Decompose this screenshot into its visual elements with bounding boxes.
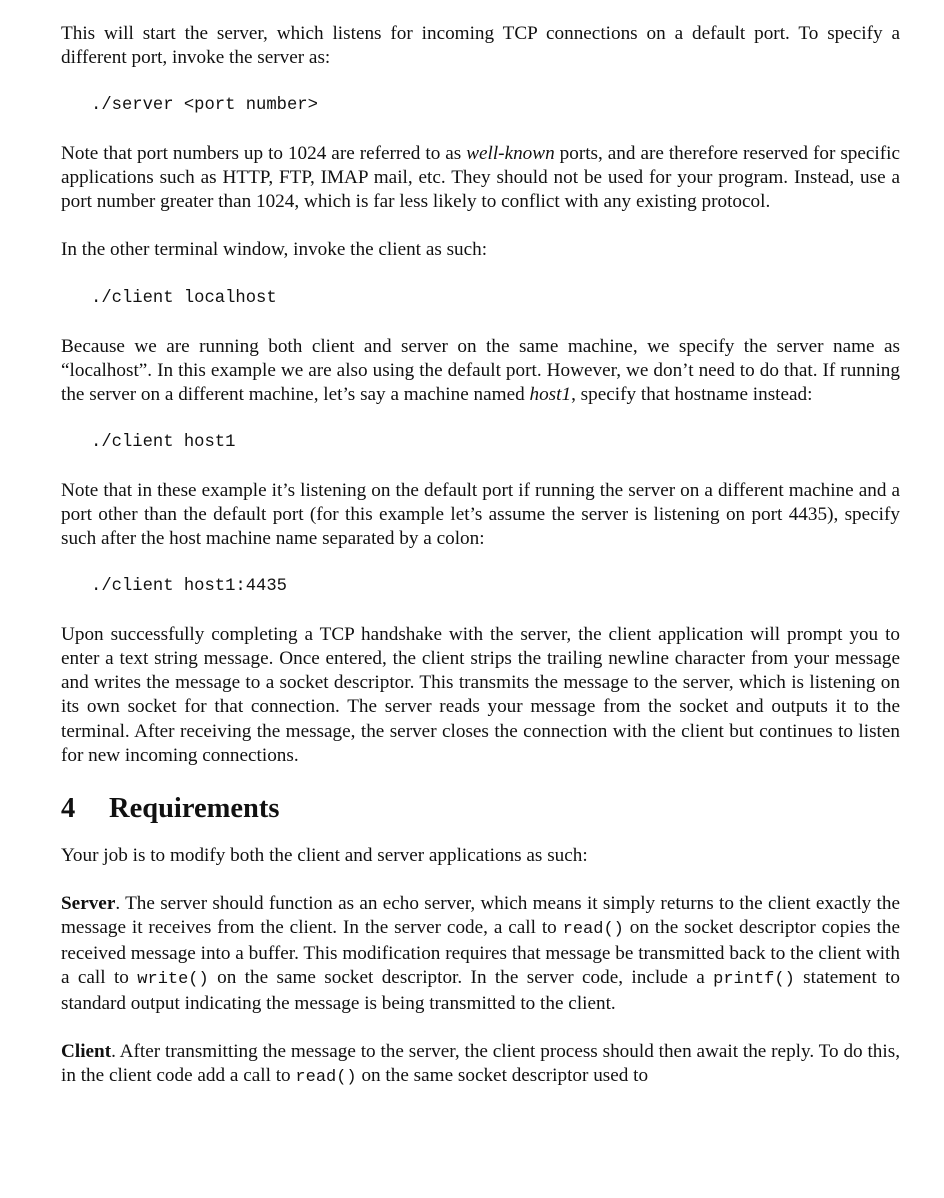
emphasis-host1: host1 — [529, 383, 572, 405]
paragraph-well-known-ports — [61, 142, 900, 214]
paragraph-your-job: Your job is to modify both the client and server applications as such: — [61, 844, 588, 866]
text-run: statement to standard output indicating the message is being transmitted to the client. — [61, 967, 900, 1015]
text-run: , specify that hostname instead: — [571, 383, 813, 405]
section-title: Requirements — [109, 792, 280, 824]
code-server-port: ./server <port number> — [91, 96, 318, 116]
section-number: 4 — [61, 792, 76, 824]
text-run: ports, and are therefore reserved for specific applications such as HTTP, FTP, IMAP mail, etc. They should not be used for your program. Instead, use a port number greater than 1024, which is far less likely to conflict with any existing protocol. — [61, 143, 900, 213]
inline-code-read: read() — [562, 919, 624, 939]
code-client-host1: ./client host1 — [91, 432, 236, 452]
text-run: Because we are running both client and server on the same machine, we specify the server name as “localhost”. In this example we are also using the default port. However, we don’t need to do that. If running the server on a different machine, let’s say a machine named — [61, 335, 900, 405]
paragraph-server-requirement — [61, 892, 900, 1016]
code-client-host1-port: ./client host1:4435 — [91, 577, 287, 597]
paragraph-same-machine — [61, 335, 900, 407]
paragraph-client-requirement — [61, 1040, 900, 1090]
text-run: on the same socket descriptor used to — [356, 1065, 649, 1087]
text-run: on the socket descriptor copies the received message into a buffer. This modification requires that message be transmitted back to the client with a call to — [61, 916, 901, 989]
paragraph-other-terminal: In the other terminal window, invoke the client as such: — [61, 239, 488, 261]
text-run: . The server should function as an echo server, which means it simply returns to the client exactly the message it receives from the client. In the server code, a call to — [61, 892, 900, 938]
runin-heading-server: Server — [61, 892, 116, 914]
text-run: on the same socket descriptor. In the server code, include a — [208, 967, 714, 989]
text-run: Note that port numbers up to 1024 are referred to as — [61, 143, 467, 165]
inline-code-read: read() — [295, 1068, 357, 1088]
section-heading-requirements — [61, 792, 900, 826]
text-run: . After transmitting the message to the server, the client process should then await the reply. To do this, in the client code add a call to — [61, 1041, 900, 1087]
paragraph-start-server: This will start the server, which listens for incoming TCP connections on a default port. To specify a different port, invoke the server as: — [61, 23, 900, 69]
document-page — [61, 22, 900, 1114]
inline-code-write: write() — [137, 970, 209, 990]
paragraph-port-colon: Note that in these example it’s listening on the default port if running the server on a different machine and a port other than the default port (for this example let’s assume the server is listening on port 4435), specify such after the host machine name separated by a colon: — [61, 479, 900, 550]
runin-heading-client: Client — [61, 1041, 112, 1063]
code-client-localhost: ./client localhost — [91, 288, 277, 308]
paragraph-tcp-handshake: Upon successfully completing a TCP handshake with the server, the client application will prompt you to enter a text string message. Once entered, the client strips the trailing newline character from your message and writes the message to a socket descriptor. This transmits the message to the server, which is listening on its own socket for that connection. The server reads your message from the socket and outputs it to the terminal. After receiving the message, the server closes the connection with the client but continues to listen for new incoming connections. — [61, 624, 900, 766]
inline-code-printf: printf() — [713, 970, 795, 990]
emphasis-well-known: well-known — [466, 143, 555, 165]
